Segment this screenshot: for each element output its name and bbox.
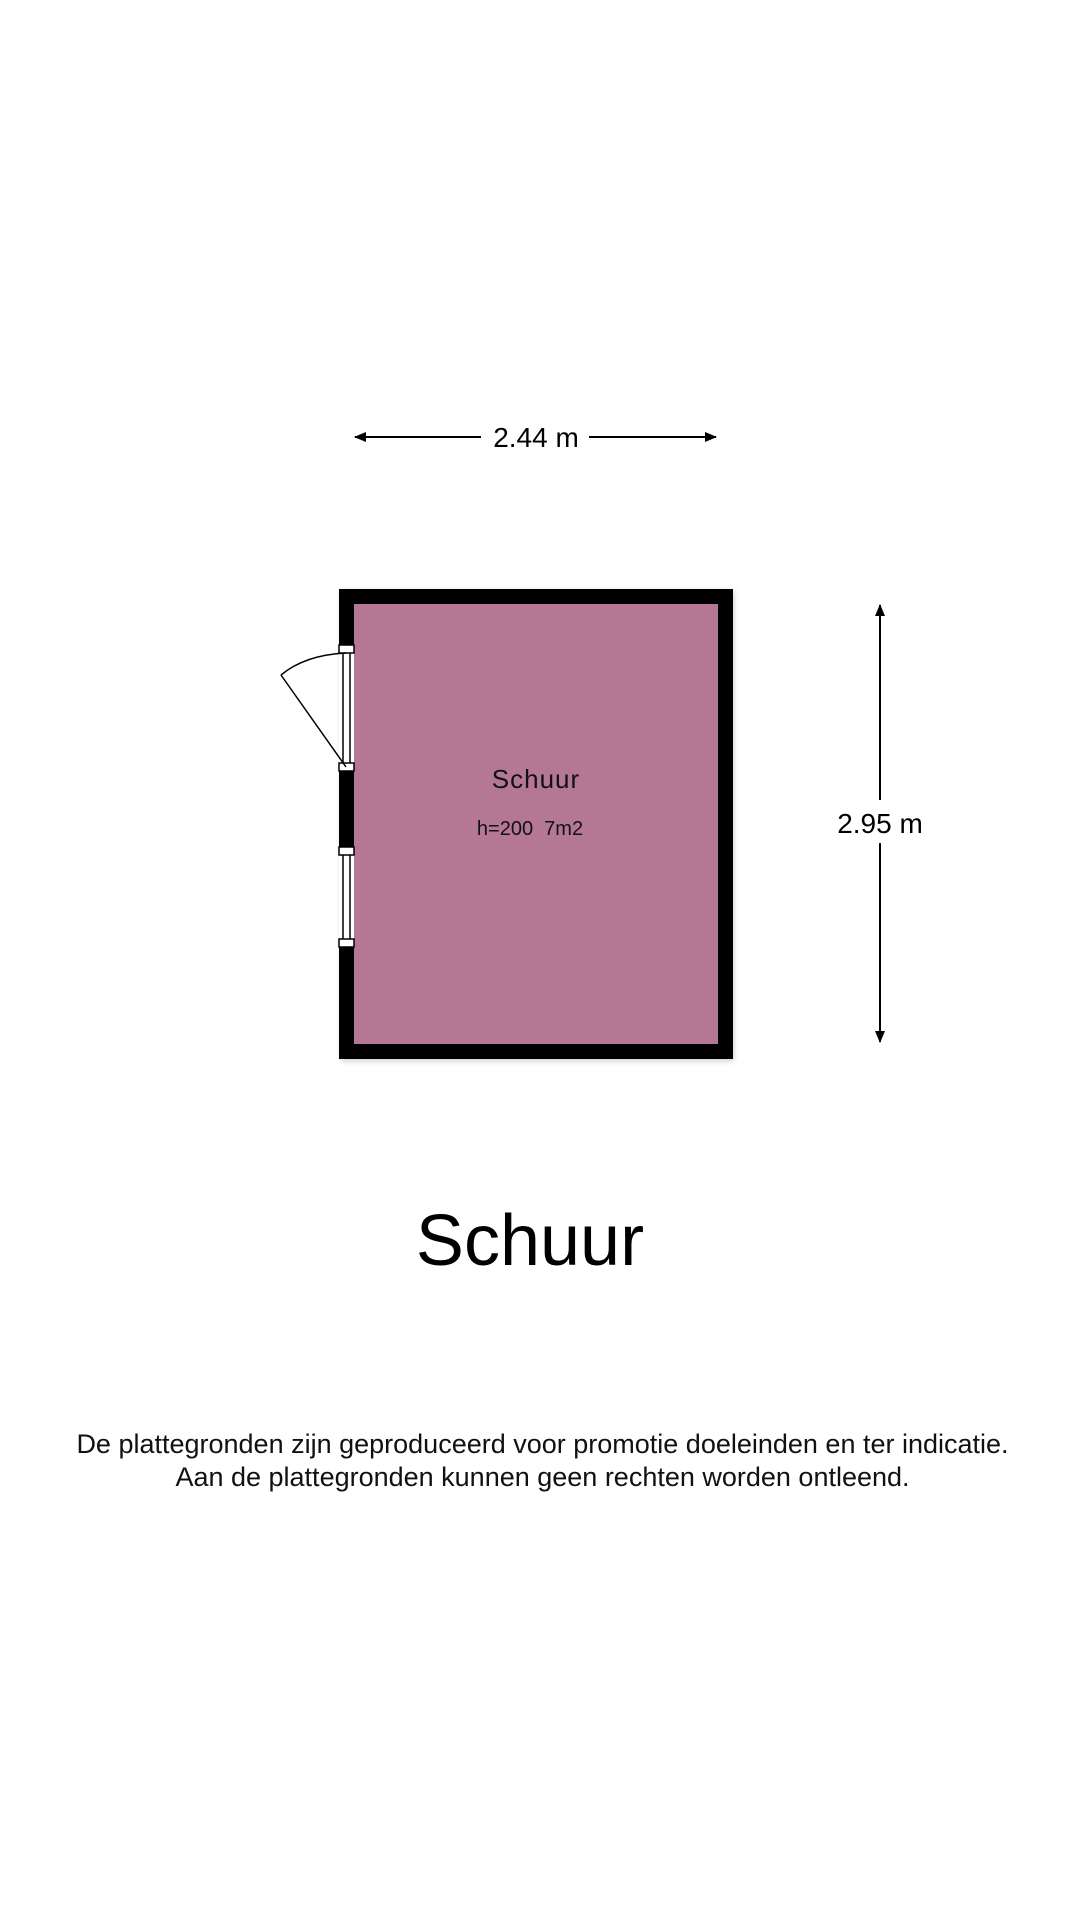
floor-title: Schuur (415, 1201, 645, 1281)
disclaimer (0, 1428, 1080, 1494)
disclaimer-line-2: Aan de plattegronden kunnen geen rechten worden ontleend. (175, 1462, 910, 1492)
disclaimer-line-1: De plattegronden zijn geproduceerd voor promotie doeleinden en ter indicatie. (76, 1429, 1009, 1459)
room-info: h=200 7m2 (476, 818, 584, 840)
width-dimension (355, 422, 716, 453)
room-name: Schuur (491, 764, 581, 794)
door (281, 645, 354, 771)
window (339, 847, 354, 947)
depth-label: 2.95 m (837, 808, 923, 839)
door-swing-arc (281, 653, 346, 675)
room-schuur (281, 589, 734, 1061)
depth-dimension (837, 605, 923, 1042)
door-leaf (281, 675, 346, 767)
width-label: 2.44 m (493, 422, 579, 453)
